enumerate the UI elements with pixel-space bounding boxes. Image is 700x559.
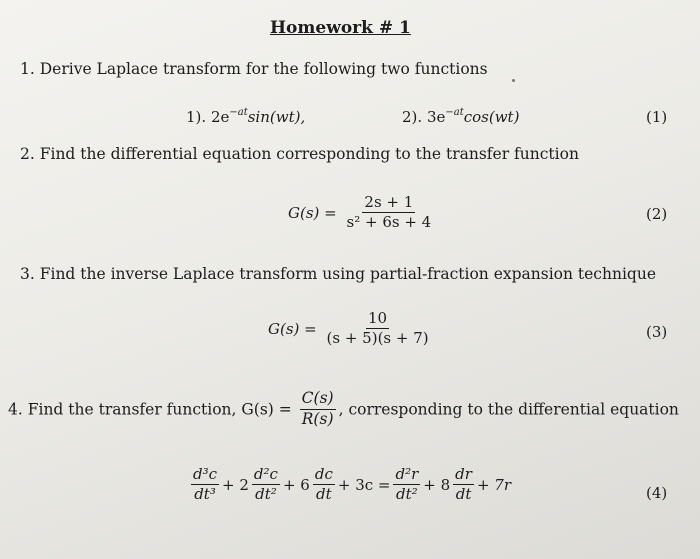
page-title: Homework # 1 <box>270 18 411 38</box>
term-3 <box>313 466 335 504</box>
operator-1: + 2 <box>222 475 249 494</box>
question-3 <box>20 265 656 283</box>
question-1-part-1 <box>186 108 305 126</box>
term-1-denominator: dt³ <box>194 485 216 504</box>
question-4-number: 4. <box>8 400 23 419</box>
question-4 <box>8 390 679 429</box>
term-4 <box>393 466 420 504</box>
term-5 <box>453 466 474 504</box>
question-4-fraction <box>300 390 336 429</box>
question-1-marker: (1) <box>646 108 668 126</box>
differential-equation <box>188 466 511 504</box>
transfer-function-fraction <box>325 310 431 348</box>
term-3-denominator: dt <box>316 485 332 504</box>
operator-3: + 3c = <box>337 475 391 494</box>
question-3-text: Find the inverse Laplace transform using partial-fraction expansion technique <box>39 265 656 283</box>
operator-5: + 7r <box>476 475 512 494</box>
term-5-numerator: dr <box>453 466 474 485</box>
fraction-numerator: 10 <box>366 310 389 329</box>
question-2-text: Find the differential equation corresponding to the transfer function <box>39 145 579 163</box>
part-1-coefficient: 2e <box>210 108 230 126</box>
fraction-denominator: s² + 6s + 4 <box>346 213 432 232</box>
question-4-marker: (4) <box>646 484 668 502</box>
term-2 <box>252 466 280 504</box>
question-2-equation <box>288 194 436 232</box>
part-1-label: 1). <box>186 108 207 126</box>
question-1-text: Derive Laplace transform for the following two functions <box>39 60 488 78</box>
question-1 <box>20 60 488 78</box>
term-2-denominator: dt² <box>255 485 277 504</box>
question-2 <box>20 145 579 163</box>
part-2-coefficient: 3e <box>426 108 446 126</box>
question-4-text-before: Find the transfer function, G(s) = <box>27 400 292 419</box>
fraction-denominator: (s + 5)(s + 7) <box>326 329 429 348</box>
part-1-function: sin(wt), <box>247 108 306 126</box>
term-1-numerator: d³c <box>191 466 219 485</box>
operator-4: + 8 <box>423 475 451 494</box>
operator-2: + 6 <box>282 475 310 494</box>
term-4-denominator: dt² <box>396 485 418 504</box>
fraction-numerator: 2s + 1 <box>362 194 415 213</box>
transfer-function-fraction <box>345 194 434 232</box>
part-2-function: cos(wt) <box>463 108 520 126</box>
question-2-marker: (2) <box>646 205 668 223</box>
transfer-function-lhs: G(s) = <box>288 203 337 222</box>
term-1 <box>191 466 219 504</box>
term-2-numerator: d²c <box>252 466 280 485</box>
term-4-numerator: d²r <box>393 466 420 485</box>
fraction-numerator: C(s) <box>300 390 336 410</box>
fraction-denominator: R(s) <box>301 409 334 428</box>
question-1-part-2 <box>402 108 519 126</box>
question-4-text-after: , corresponding to the differential equation <box>338 400 679 419</box>
question-3-equation <box>268 310 434 348</box>
term-5-denominator: dt <box>455 485 472 504</box>
question-3-marker: (3) <box>646 323 668 341</box>
question-1-number: 1. <box>20 60 35 78</box>
part-2-exponent: −at <box>445 107 464 118</box>
question-3-number: 3. <box>20 265 35 283</box>
paper-speck <box>512 79 515 82</box>
transfer-function-lhs: G(s) = <box>268 319 317 338</box>
term-3-numerator: dc <box>313 466 335 485</box>
part-2-label: 2). <box>402 108 423 126</box>
question-2-number: 2. <box>20 145 35 163</box>
part-1-exponent: −at <box>229 107 248 118</box>
